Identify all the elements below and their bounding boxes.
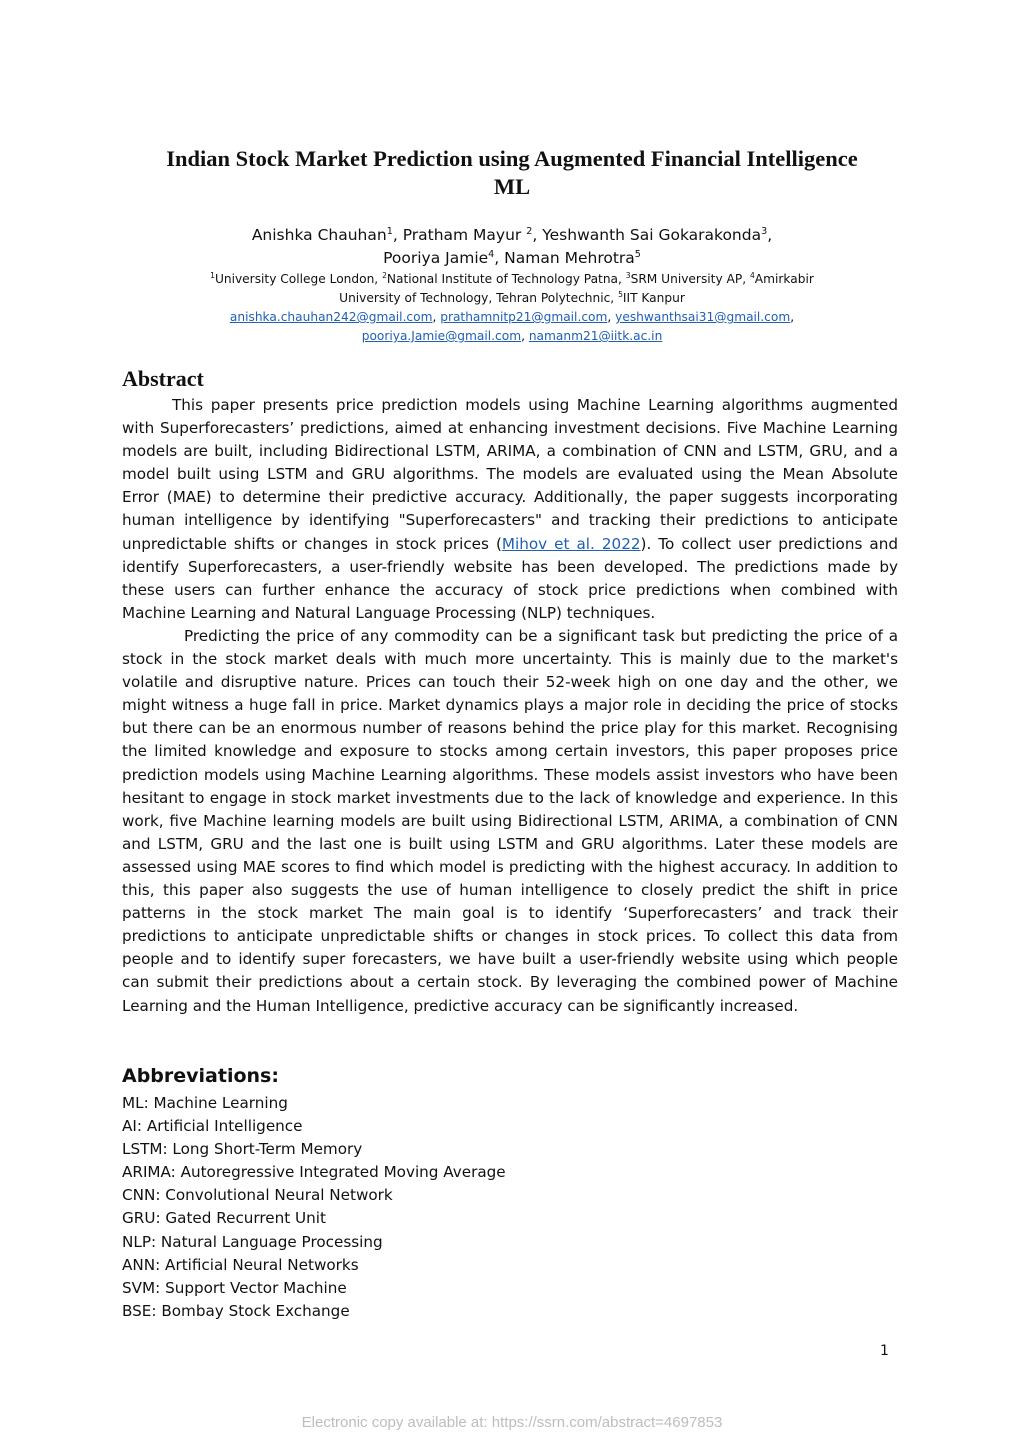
abbreviation-item: BSE: Bombay Stock Exchange (122, 1301, 350, 1320)
email-line-2: pooriya.Jamie@gmail.com, namanm21@iitk.ac.in (361, 329, 663, 343)
author-name: Anishka Chauhan (251, 226, 387, 244)
author-name: Yeshwanth Sai Gokarakonda (542, 226, 762, 244)
abbreviations-heading: Abbreviations: (122, 1065, 279, 1087)
abbreviation-item: CNN: Convolutional Neural Network (122, 1186, 393, 1205)
page-number: 1 (880, 1343, 889, 1359)
author-affiliation-sup: 1 (386, 225, 393, 237)
abbreviation-item: SVM: Support Vector Machine (122, 1278, 347, 1297)
affiliation: University College London, (214, 272, 379, 286)
affiliation: Amirkabir (754, 272, 814, 286)
ssrn-footer: Electronic copy available at: https://ssrn.com/abstract=4697853 (301, 1414, 723, 1431)
email-link[interactable]: anishka.chauhan242@gmail.com (229, 310, 433, 324)
author-line-2: Pooriya Jamie$^4$, Naman Mehrotra$^5$ (383, 248, 641, 267)
author-affiliation-sup: 3 (761, 225, 768, 237)
abstract-text: This paper presents price prediction models using Machine Learning algorithms augmented with Superforecasters’ predictions, aimed at enhancing investment decisions. Five Machine Learning models are built, including Bidirectional LSTM, ARIMA, a combination of CNN and LSTM, GRU, and a model built using LSTM and GRU algorithms. The models are evaluated using the Mean Absolute Error (MAE) to determine their predictive accuracy. Additionally, the paper suggests incorporating human intelligence by identifying "Superforecasters" and tracking their predictions to anticipate unpredictable shifts or changes in stock prices ( (122, 396, 898, 553)
abbreviation-item: ML: Machine Learning (122, 1094, 288, 1112)
affiliation: SRM University AP, (630, 272, 747, 286)
abbreviation-item: LSTM: Long Short-Term Memory (122, 1140, 363, 1159)
paper-title-line-2: ML (493, 174, 531, 199)
email-link[interactable]: pooriya.Jamie@gmail.com (361, 329, 522, 343)
affiliation-sup: 3 (625, 270, 631, 280)
paper-title (120, 145, 904, 201)
affiliation: National Institute of Technology Patna, (386, 272, 622, 286)
affiliation-sup: 2 (382, 270, 387, 280)
citation-link[interactable]: Mihov et al. 2022 (501, 534, 641, 553)
abbreviation-item: ANN: Artificial Neural Networks (122, 1255, 359, 1274)
affiliation-line-1 (120, 270, 904, 289)
email-line-1: anishka.chauhan242@gmail.com, prathamnitp21@gmail.com, yeshwanthsai31@gmail.com, (229, 310, 795, 324)
email-link[interactable]: namanm21@iitk.ac.in (528, 329, 663, 343)
abstract-heading: Abstract (122, 366, 204, 391)
abbreviation-item: AI: Artificial Intelligence (122, 1117, 303, 1136)
abstract-text: ). To collect user predictions and identify Superforecasters, a user-friendly website has been developed. The predictions made by these users can further enhance the accuracy of stock price predictions when combined with Machine Learning and Natural Language Processing (NLP) techniques. (122, 534, 898, 622)
author-name: Pratham Mayur (402, 226, 522, 244)
author-name: Naman Mehrotra (504, 249, 635, 267)
affiliations (120, 270, 904, 346)
abbreviation-item: ARIMA: Autoregressive Integrated Moving Average (122, 1163, 506, 1182)
affiliation-sup: 1 (210, 270, 215, 280)
abstract-paragraph-1 (122, 394, 898, 625)
affiliation-line-2 (120, 289, 904, 308)
email-link[interactable]: yeshwanthsai31@gmail.com (615, 310, 791, 324)
affiliation: University of Technology, Tehran Polytechnic, (339, 291, 615, 305)
author-affiliation-sup: 4 (488, 248, 495, 260)
abbreviations-list (122, 1092, 506, 1323)
abstract-paragraph-2: Predicting the price of any commodity can be a significant task but predicting the price of a stock in the stock market deals with much more uncertainty. This is mainly due to the market's volatile and disruptive nature. Prices can touch their 52-week high on one day and the other, we might witness a huge fall in price. Market dynamics plays a major role in deciding the price of stocks but there can be an enormous number of reasons behind the price play for this market. Recognising the limited knowledge and exposure to stocks among certain investors, this paper proposes price prediction models using Machine Learning algorithms. These models assist investors who have been hesitant to engage in stock market investments due to the lack of knowledge and experience. In this work, five Machine learning models are built using Bidirectional LSTM, ARIMA, a combination of CNN and LSTM, GRU and the last one is built using LSTM and GRU algorithms. Later these models are assessed using MAE scores to find which model is predicting with the highest accuracy. In addition to this, this paper also suggests the use of human intelligence to closely predict the shift in price patterns in the stock market The main goal is to identify ‘Superforecasters’ and track their predictions to anticipate unpredictable shifts or changes in stock prices. To collect this data from people and to identify super forecasters, we have built a user-friendly website using which people can submit their predictions about a certain stock. By leveraging the combined power of Machine Learning and the Human Intelligence, predictive accuracy can be significantly increased. (122, 627, 898, 1015)
author-list (120, 224, 904, 270)
affiliation-sup: 5 (618, 289, 623, 299)
author-affiliation-sup: 2 (526, 225, 533, 237)
author-affiliation-sup: 5 (634, 248, 641, 260)
affiliation: IIT Kanpur (622, 291, 685, 305)
email-link[interactable]: prathamnitp21@gmail.com (440, 310, 608, 324)
paper-title-line-1: Indian Stock Market Prediction using Augmented Financial Intelligence (166, 146, 858, 171)
abbreviation-item: NLP: Natural Language Processing (122, 1232, 383, 1251)
affiliation-sup: 4 (749, 270, 755, 280)
author-name: Pooriya Jamie (383, 249, 489, 267)
author-line-1: Anishka Chauhan$^1$, Pratham Mayur $^2$, Yeshwanth Sai Gokarakonda$^3$, (251, 225, 773, 244)
abbreviation-item: GRU: Gated Recurrent Unit (122, 1209, 326, 1228)
